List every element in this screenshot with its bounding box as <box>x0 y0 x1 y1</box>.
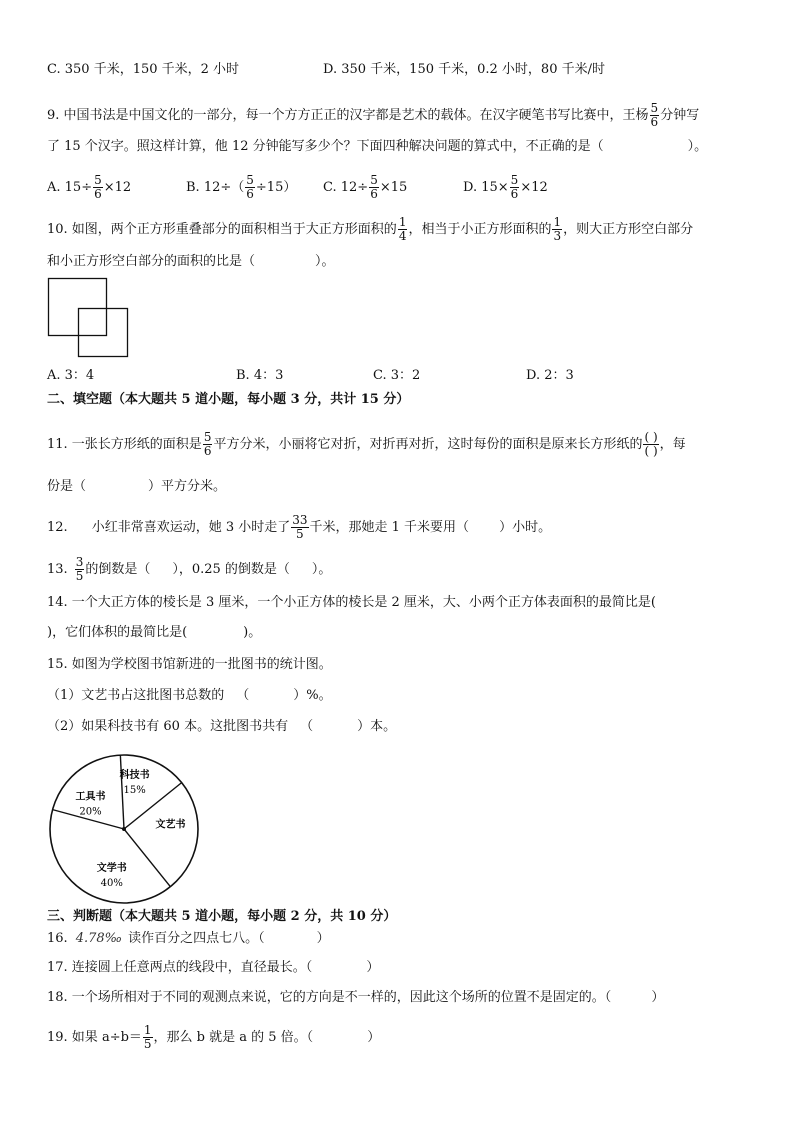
q14-line2: )，它们体积的最简比是( )。 <box>47 625 262 640</box>
pie-slice-label: 文学书 <box>96 863 127 875</box>
pie-slice-value: 15% <box>123 784 146 796</box>
book-pie-chart <box>46 753 202 905</box>
q9-option-b: B. 12÷（ $\frac{5}{6}$ ÷15） <box>186 173 297 201</box>
q9-line1: 9. 中国书法是中国文化的一部分，每一个方方正正的汉字都是艺术的载体。在汉字硬笔书写比赛中，王杨 $\frac{5}{6}$ 分钟写 <box>47 101 700 129</box>
q10-line1: 10. 如图，两个正方形重叠部分的面积相当于大正方形面积的 $\frac{1}{4}$ ，相当于小正方形面积的 $\frac{1}{3}$ ，则大正方形空白部分 <box>47 215 694 243</box>
pie-slice-label: 文艺书 <box>155 819 186 831</box>
q10-line2: 和小正方形空白部分的面积的比是（ ）。 <box>47 254 335 269</box>
q9-option-c: C. 12÷ $\frac{5}{6}$ ×15 <box>323 173 408 201</box>
q8-option-c: C. 350 千米，150 千米，2 小时 <box>47 62 240 77</box>
q8-option-d: D. 350 千米，150 千米，0.2 小时，80 千米/时 <box>323 62 605 77</box>
q9-fraction: $\frac{5}{6}$ <box>650 101 659 129</box>
q9-option-d: D. 15× $\frac{5}{6}$ ×12 <box>463 173 548 201</box>
section-heading-true-false: 三、判断题（本大题共 5 道小题，每小题 2 分，共 10 分） <box>47 909 397 924</box>
pie-slice-value: 40% <box>100 878 123 890</box>
pie-slice-divider <box>124 829 170 887</box>
q19: 19. 如果 a÷b＝ $\frac{1}{5}$ ，那么 b 就是 a 的 5 倍。（ ） <box>47 1023 381 1051</box>
q13: 13. $\frac{3}{5}$ 的倒数是（ ），0.25 的倒数是（ ）。 <box>47 555 332 583</box>
q17: 17. 连接圆上任意两点的线段中，直径最长。（ ） <box>47 960 380 975</box>
small-square <box>79 309 128 357</box>
q11-line1: 11. 一张长方形纸的面积是 $\frac{5}{6}$ 平方分米，小丽将它对折，对折再对折，这时每份的面积是原来长方形纸的 $\frac{( )}{( )}$ ，每 <box>47 430 686 458</box>
section-heading-fill-in: 二、填空题（本大题共 5 道小题，每小题 3 分，共计 15 分） <box>47 392 410 407</box>
pie-slice-label: 工具书 <box>75 791 106 803</box>
q15-sub1: （1）文艺书占这批图书总数的 （ ）%。 <box>47 688 332 703</box>
q10-option-d: D. 2：3 <box>526 368 574 383</box>
q11-line2: 份是（ ）平方分米。 <box>47 479 227 494</box>
q10-option-c: C. 3：2 <box>373 368 421 383</box>
pie-center-dot <box>122 827 126 831</box>
q10-option-b: B. 4：3 <box>236 368 284 383</box>
pie-slice-label: 科技书 <box>119 769 150 781</box>
q14-line1: 14. 一个大正方体的棱长是 3 厘米，一个小正方体的棱长是 2 厘米，大、小两个正方体表面积的最简比是( <box>47 595 656 610</box>
q15-sub2: （2）如果科技书有 60 本。这批图书共有 （ ）本。 <box>47 719 397 734</box>
q16: 16. 4.78‰ 读作百分之四点七八。（ ） <box>47 931 330 946</box>
q10-option-a: A. 3：4 <box>47 368 95 383</box>
overlapping-squares-figure <box>47 277 131 359</box>
q9-option-a: A. 15÷ $\frac{5}{6}$ ×12 <box>47 173 132 201</box>
q9-line2: 了 15 个汉字。照这样计算，他 12 分钟能写多少个？下面四种解决问题的算式中，不正确的是（ ）。 <box>47 139 708 154</box>
q12: 12. 小红非常喜欢运动，她 3 小时走了 $\frac{33}{5}$ 千米，那她走 1 千米要用（ ）小时。 <box>47 513 552 541</box>
large-square <box>49 279 107 336</box>
q15-line1: 15. 如图为学校图书馆新进的一批图书的统计图。 <box>47 657 332 672</box>
q18: 18. 一个场所相对于不同的观测点来说，它的方向是不一样的，因此这个场所的位置不是固定的。（ ） <box>47 990 665 1005</box>
pie-slice-value: 20% <box>79 806 102 818</box>
